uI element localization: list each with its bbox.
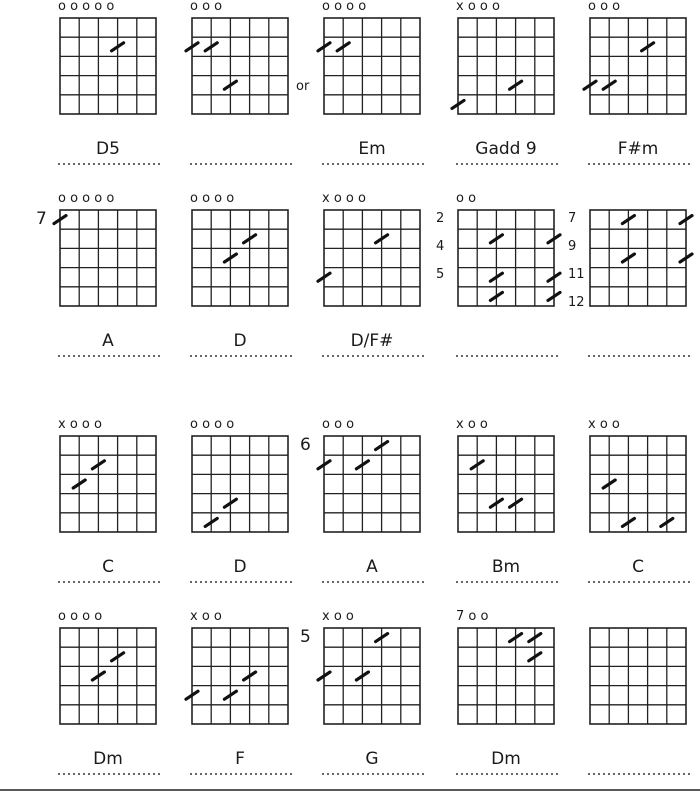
open-string-marks: x o o o xyxy=(58,417,102,432)
chord-name: D/F# xyxy=(350,331,394,351)
open-string-marks: x o o xyxy=(588,417,620,432)
open-string-marks: o o o xyxy=(190,0,223,14)
chord-grid xyxy=(60,436,156,532)
fret-number: 12 xyxy=(568,295,585,310)
chord-name: Gadd 9 xyxy=(475,139,537,159)
chord-grid xyxy=(458,210,554,306)
chord-grid xyxy=(590,628,686,724)
fret-position-label: 7 xyxy=(36,209,47,229)
chord-grid xyxy=(324,436,420,532)
open-string-marks: o o xyxy=(456,191,477,206)
chord-name: A xyxy=(102,331,114,351)
chord-name: F#m xyxy=(617,139,659,159)
fret-position-label: 6 xyxy=(300,435,311,455)
chord-grid xyxy=(324,210,420,306)
chord-grid xyxy=(60,628,156,724)
chord-name: D xyxy=(233,331,247,351)
chord-grid xyxy=(192,18,288,114)
chord-grid xyxy=(324,628,420,724)
chord-name: F xyxy=(235,749,245,769)
fret-number: 4 xyxy=(436,239,445,254)
chord-name: G xyxy=(365,749,379,769)
fret-number: 2 xyxy=(436,211,445,226)
fret-number: 5 xyxy=(436,267,445,282)
chord-name: D xyxy=(233,557,247,577)
chord-name: Bm xyxy=(491,557,521,577)
fret-position-label: 5 xyxy=(300,627,311,647)
open-string-marks: o o o o xyxy=(190,191,235,206)
open-string-marks: o o o xyxy=(322,417,355,432)
or-label: or xyxy=(296,79,310,94)
fret-number: 7 xyxy=(568,211,577,226)
chord-grid xyxy=(590,18,686,114)
chord-name: D5 xyxy=(96,139,120,159)
chord-grid xyxy=(192,628,288,724)
chord-grid xyxy=(192,436,288,532)
chord-grid xyxy=(458,436,554,532)
chord-grid xyxy=(458,628,554,724)
fret-number: 9 xyxy=(568,239,577,254)
open-string-marks: o o o o o xyxy=(58,191,115,206)
chord-grid xyxy=(324,18,420,114)
chord-grid xyxy=(60,210,156,306)
open-string-marks: x o o xyxy=(190,609,222,624)
chord-name: Em xyxy=(358,139,386,159)
chord-name: C xyxy=(632,557,644,577)
open-string-marks: x o o o xyxy=(322,191,366,206)
open-string-marks: o o o o xyxy=(58,609,103,624)
open-string-marks: o o o o xyxy=(322,0,367,14)
chord-name: Dm xyxy=(93,749,123,769)
chord-grid xyxy=(590,210,686,306)
open-string-marks: o o o o o xyxy=(58,0,115,14)
open-string-marks: o o o o xyxy=(190,417,235,432)
chord-name: C xyxy=(102,557,114,577)
open-string-marks: 7 o o xyxy=(456,609,489,624)
open-string-marks: o o o xyxy=(588,0,621,14)
open-string-marks: x o o xyxy=(322,609,354,624)
chord-grid xyxy=(192,210,288,306)
open-string-marks: x o o o xyxy=(456,0,500,14)
chord-grid xyxy=(458,18,554,114)
chord-name: Dm xyxy=(491,749,521,769)
chord-name: A xyxy=(366,557,378,577)
chord-grid xyxy=(60,18,156,114)
fret-number: 11 xyxy=(568,267,585,282)
open-string-marks: x o o xyxy=(456,417,488,432)
